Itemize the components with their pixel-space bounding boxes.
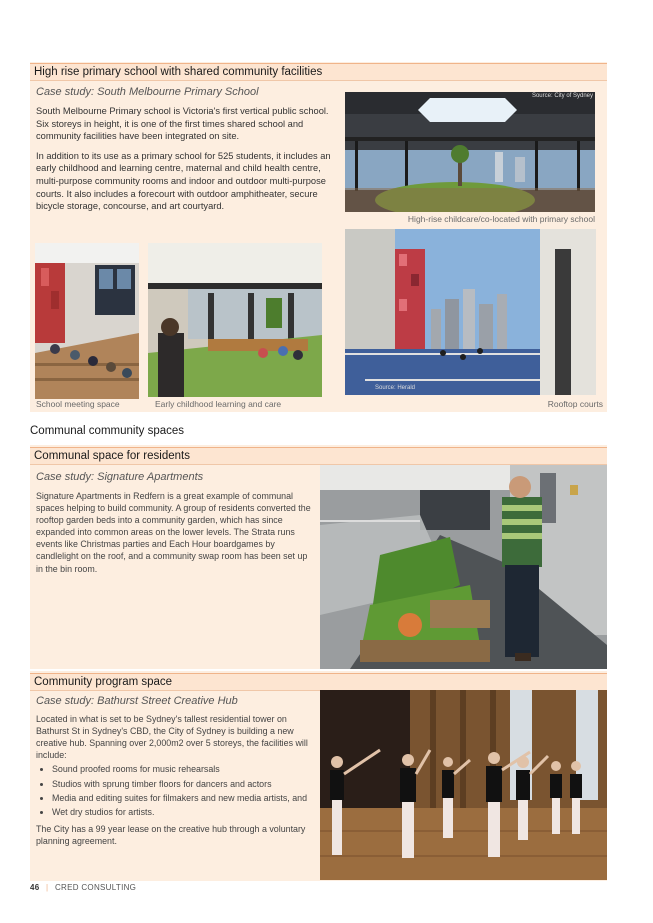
photo-caption: Rooftop courts [547,399,603,409]
section-residents-header: Communal space for residents [30,447,607,465]
photo-caption: Early childhood learning and care [155,399,282,409]
early-childhood-photo [148,243,322,397]
list-item: • Media and editing suites for filmakers and new media artists, and [52,792,318,804]
community-garden-photo [320,465,607,669]
paragraph: Signature Apartments in Redfern is a great example of communal spaces helping to build community. A group of residents converted the rooftop garden beds into a community garden, which has since expanded into common areas on the lower levels. The Strata runs events like Christmas parties and Each Hour boardgames by candlelight on the roof, and a community swap room has been set up in the bin room. [36,491,311,574]
case-study-title: Case study: Bathurst Street Creative Hub [36,695,238,707]
photo-credit: Source: Herald [375,385,416,391]
rooftop-courts-photo [345,229,596,395]
facilities-list [36,763,318,818]
section-school-header: High rise primary school with shared community facilities [30,63,607,81]
case-study-title: Case study: Signature Apartments [36,471,204,483]
meeting-space-photo [35,243,139,399]
photo-caption: School meeting space [36,399,120,409]
list-item: • Studios with sprung timber floors for dancers and actors [52,778,318,790]
footer-org: CRED CONSULTING [54,883,137,892]
paragraph: Located in what is set to be Sydney's tallest residential tower on Bathurst St in Sydney's CBD, the City of Sydney is building a new creative hub. Spanning over 2,000m2 over 5 storeys, the facilities will include: [36,714,308,761]
section-program-header: Community program space [30,673,607,691]
case-study-title: Case study: South Melbourne Primary School [36,86,259,98]
paragraph: The City has a 99 year lease on the creative hub through a voluntary planning agreement. [36,823,306,846]
page-footer [30,883,136,892]
photo-credit: Source: City of Sydney [531,93,593,99]
dance-studio-photo [320,690,607,880]
paragraph: In addition to its use as a primary school for 525 students, it includes an early childhood and learning centre, maternal and child health centre, multi-purpose community rooms and indoor and outdoor multi-purpose courts. It also includes a forecourt with outdoor amphitheater, secure bicycle storage, concourse, and art courtyard. [36,150,331,212]
section-school-text [36,86,336,220]
list-item: • Wet dry studios for artists. [52,806,318,818]
footer-separator: | [46,883,49,892]
section-residents-text [36,471,316,581]
section-heading: Communal community spaces [30,425,185,437]
section-program-text [36,695,318,847]
photo-caption: High-rise childcare/co-located with primary school [407,214,595,224]
paragraph: South Melbourne Primary school is Victoria's first vertical public school. Six storeys in height, it is one of the first times shared school and community facilities have been integrated on site. [36,106,329,142]
courtyard-photo [345,92,595,212]
page-number: 46 [30,883,40,892]
list-item: • Sound proofed rooms for music rehearsals [52,763,318,775]
